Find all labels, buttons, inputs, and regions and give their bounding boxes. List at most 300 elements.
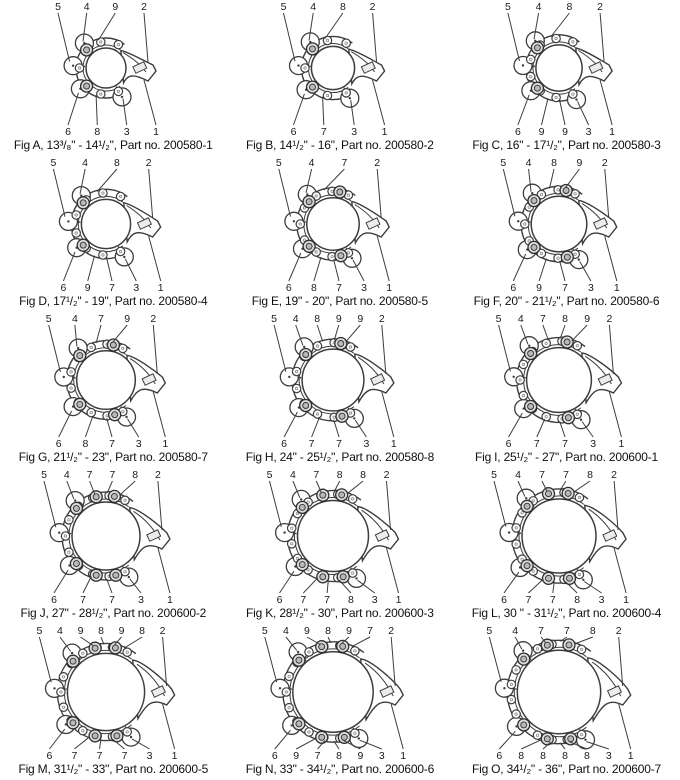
callout-number: 8 bbox=[574, 594, 581, 606]
callout-number: 9 bbox=[345, 625, 352, 637]
leader-line bbox=[518, 95, 529, 125]
bolt-head bbox=[74, 505, 80, 511]
figure-caption: Fig O, 34¹/₂" - 36", Part no. 200600-7 bbox=[471, 762, 661, 776]
pad-pivot-dot bbox=[348, 97, 350, 99]
chain-roller bbox=[552, 34, 560, 42]
leader-line bbox=[58, 13, 70, 62]
callout-number: 7 bbox=[80, 594, 87, 606]
leader-line bbox=[572, 325, 587, 341]
callout-number: 5 bbox=[55, 1, 62, 13]
chain-clamp-drawing bbox=[510, 184, 617, 268]
callout-number: 7 bbox=[308, 438, 315, 450]
pad-pivot-dot bbox=[580, 419, 582, 421]
chain-roller bbox=[87, 408, 95, 416]
bolt-head bbox=[303, 403, 309, 409]
callout-number: 3 bbox=[361, 282, 367, 294]
clamp-diagram bbox=[453, 312, 679, 450]
callout-number: 8 bbox=[590, 625, 597, 637]
chain-roller bbox=[313, 410, 321, 418]
leader-line bbox=[537, 419, 545, 437]
figure-cell-c bbox=[453, 0, 680, 156]
callout-number: 4 bbox=[515, 469, 522, 481]
chain-roller bbox=[123, 728, 131, 736]
callout-number: 6 bbox=[281, 438, 287, 450]
pad-pivot-dot bbox=[71, 652, 73, 654]
chain-roller bbox=[508, 695, 516, 703]
leader-line bbox=[494, 481, 506, 527]
callout-number: 4 bbox=[292, 313, 299, 325]
leader-line bbox=[284, 412, 297, 437]
pipe-circle bbox=[522, 499, 596, 573]
callout-number: 3 bbox=[588, 282, 595, 294]
bolt-head bbox=[338, 253, 344, 259]
callout-number: 3 bbox=[378, 750, 385, 762]
callout-number: 7 bbox=[540, 313, 547, 325]
chain-clamp-drawing bbox=[285, 185, 389, 267]
callout-number: 7 bbox=[300, 594, 307, 606]
callout-number: 3 bbox=[371, 594, 378, 606]
callout-number: 3 bbox=[351, 126, 358, 138]
callout-number: 9 bbox=[293, 750, 300, 762]
pad-pivot-dot bbox=[77, 347, 79, 349]
callout-number: 6 bbox=[60, 282, 67, 294]
leader-line bbox=[158, 548, 170, 593]
callout-number: 9 bbox=[539, 126, 545, 138]
chain-roller bbox=[576, 570, 584, 578]
leader-line bbox=[154, 325, 158, 374]
callout-number: 9 bbox=[112, 1, 119, 13]
leader-line bbox=[490, 637, 502, 682]
leader-line bbox=[542, 98, 549, 125]
callout-number: 8 bbox=[139, 625, 146, 637]
chain-roller bbox=[342, 39, 350, 47]
figure-caption: Fig N, 33" - 34¹/₂", Part no. 200600-6 bbox=[245, 762, 435, 776]
bolt-head bbox=[320, 574, 326, 580]
pad-pivot-dot bbox=[357, 737, 359, 739]
chain-roller bbox=[578, 645, 586, 653]
bolt-head bbox=[84, 47, 90, 53]
callout-number: 2 bbox=[616, 625, 623, 637]
chain-roller bbox=[527, 55, 535, 63]
callout-number: 3 bbox=[606, 750, 613, 762]
callout-number: 1 bbox=[153, 126, 160, 138]
pad-pivot-dot bbox=[123, 256, 125, 258]
figure-cell-i bbox=[453, 312, 680, 468]
callout-number: 5 bbox=[261, 625, 268, 637]
callout-number: 4 bbox=[289, 469, 296, 481]
chain-roller bbox=[351, 647, 359, 655]
chain-roller bbox=[542, 413, 550, 421]
callout-number: 6 bbox=[506, 438, 513, 450]
chain-clamp-drawing bbox=[271, 640, 403, 747]
leader-line bbox=[54, 570, 68, 593]
bolt-head bbox=[340, 643, 346, 649]
pipe-circle bbox=[68, 653, 145, 730]
figure-cell-m bbox=[0, 624, 227, 780]
callout-number: 4 bbox=[64, 469, 71, 481]
figure-cell-d bbox=[0, 156, 227, 312]
callout-number: 2 bbox=[369, 1, 376, 13]
callout-number: 5 bbox=[505, 1, 512, 13]
pad-pivot-dot bbox=[288, 376, 290, 378]
callout-number: 9 bbox=[85, 282, 91, 294]
pipe-circle bbox=[536, 45, 582, 91]
callout-number: 1 bbox=[628, 750, 635, 762]
callout-number: 7 bbox=[96, 750, 103, 762]
leader-line bbox=[372, 80, 384, 125]
chain-clamp-drawing bbox=[496, 639, 631, 749]
chain-roller bbox=[516, 376, 524, 384]
pad-pivot-dot bbox=[54, 687, 56, 689]
bolt-head bbox=[531, 244, 537, 250]
chain-roller bbox=[342, 89, 350, 97]
pad-pivot-dot bbox=[522, 650, 524, 652]
chain-roller bbox=[67, 384, 75, 392]
callout-number: 5 bbox=[280, 1, 287, 13]
leader-line bbox=[377, 236, 389, 281]
bolt-head bbox=[113, 572, 119, 578]
bolt-head bbox=[74, 561, 80, 567]
chain-roller bbox=[123, 648, 131, 656]
leader-line bbox=[54, 169, 66, 217]
callout-number: 7 bbox=[109, 438, 116, 450]
callout-number: 7 bbox=[313, 469, 320, 481]
bolt-head bbox=[112, 412, 118, 418]
callout-number: 8 bbox=[82, 438, 89, 450]
bolt-head bbox=[566, 415, 572, 421]
pipe-circle bbox=[86, 48, 126, 88]
bolt-head bbox=[546, 575, 552, 581]
pipe-circle bbox=[72, 502, 140, 570]
leader-line bbox=[64, 252, 76, 281]
chain-roller bbox=[348, 495, 356, 503]
bolt-head bbox=[521, 656, 527, 662]
callout-number: 8 bbox=[314, 313, 321, 325]
bolt-head bbox=[299, 562, 305, 568]
leader-line bbox=[605, 236, 617, 281]
chain-roller bbox=[117, 192, 125, 200]
leader-line bbox=[311, 417, 319, 437]
callout-number: 9 bbox=[562, 126, 569, 138]
pad-pivot-dot bbox=[525, 497, 527, 499]
leader-line bbox=[274, 325, 286, 372]
callout-number: 7 bbox=[538, 625, 545, 637]
chain-roller bbox=[527, 72, 535, 80]
pipe-circle bbox=[297, 501, 368, 572]
pad-pivot-dot bbox=[279, 687, 281, 689]
callout-number: 8 bbox=[562, 750, 569, 762]
bolt-head bbox=[306, 199, 312, 205]
callout-number: 7 bbox=[367, 625, 373, 637]
bolt-head bbox=[320, 492, 326, 498]
callout-number: 7 bbox=[564, 625, 571, 637]
callout-number: 4 bbox=[82, 157, 89, 169]
chain-roller bbox=[97, 90, 105, 98]
bolt-head bbox=[80, 242, 86, 248]
callout-number: 9 bbox=[303, 625, 310, 637]
pipe-circle bbox=[302, 349, 364, 411]
clamp-diagram bbox=[453, 624, 679, 762]
callout-number: 4 bbox=[536, 1, 543, 13]
leader-line bbox=[265, 637, 277, 682]
leader-line bbox=[514, 254, 526, 281]
callout-number: 7 bbox=[534, 438, 541, 450]
figure-cell-a bbox=[0, 0, 227, 156]
callout-number: 2 bbox=[388, 625, 395, 637]
leader-line bbox=[499, 325, 511, 371]
leader-line bbox=[40, 637, 52, 682]
chain-roller bbox=[285, 672, 293, 680]
callout-number: 6 bbox=[515, 126, 522, 138]
pad-pivot-dot bbox=[578, 258, 580, 260]
leader-line bbox=[509, 413, 523, 437]
callout-number: 6 bbox=[496, 750, 503, 762]
callout-number: 7 bbox=[71, 750, 78, 762]
leader-line bbox=[293, 94, 304, 125]
bolt-head bbox=[528, 404, 534, 410]
leader-line bbox=[382, 392, 394, 437]
chain-roller bbox=[287, 524, 295, 532]
chain-roller bbox=[76, 64, 84, 72]
chain-roller bbox=[99, 251, 107, 259]
leader-line bbox=[96, 325, 101, 343]
clamp-diagram bbox=[0, 624, 226, 762]
pad-pivot-dot bbox=[63, 376, 65, 378]
callout-number: 8 bbox=[566, 1, 573, 13]
pad-pivot-dot bbox=[351, 257, 353, 259]
leader-line bbox=[307, 637, 320, 645]
leader-line bbox=[163, 704, 175, 749]
pipe-circle bbox=[293, 652, 373, 732]
callout-number: 3 bbox=[136, 438, 142, 450]
chain-roller bbox=[114, 87, 122, 95]
leader-line bbox=[296, 738, 316, 749]
chain-roller bbox=[65, 516, 73, 524]
callout-number: 5 bbox=[50, 157, 57, 169]
leader-line bbox=[81, 637, 94, 646]
figure-caption: Fig C, 16" - 17¹/₂", Part no. 200580-3 bbox=[472, 138, 661, 152]
callout-number: 9 bbox=[576, 157, 583, 169]
leader-line bbox=[610, 392, 622, 437]
chain-roller bbox=[301, 64, 309, 72]
bolt-head bbox=[340, 574, 346, 580]
pipe-circle bbox=[77, 351, 136, 410]
callout-number: 8 bbox=[551, 157, 558, 169]
leader-line bbox=[508, 13, 520, 61]
callout-number: 6 bbox=[290, 126, 297, 138]
chain-roller bbox=[512, 524, 520, 532]
leader-line bbox=[107, 258, 112, 281]
leader-line bbox=[504, 572, 519, 593]
leader-line bbox=[553, 582, 554, 593]
callout-number: 5 bbox=[275, 157, 282, 169]
callout-number: 7 bbox=[324, 594, 330, 606]
leader-line bbox=[49, 325, 61, 372]
callout-number: 7 bbox=[539, 469, 546, 481]
callout-number: 3 bbox=[586, 126, 593, 138]
leader-line bbox=[345, 325, 360, 342]
callout-number: 8 bbox=[94, 126, 101, 138]
callout-number: 6 bbox=[56, 438, 62, 450]
callout-number: 4 bbox=[84, 1, 90, 13]
leader-line bbox=[325, 13, 343, 39]
pad-pivot-dot bbox=[300, 498, 302, 500]
leader-line bbox=[149, 236, 161, 281]
callout-number: 3 bbox=[599, 594, 606, 606]
bolt-head bbox=[299, 504, 305, 510]
leader-line bbox=[560, 100, 565, 125]
callout-number: 1 bbox=[386, 282, 393, 294]
callout-number: 2 bbox=[159, 625, 166, 637]
leader-line bbox=[601, 13, 605, 62]
bolt-head bbox=[296, 721, 302, 727]
callout-number: 2 bbox=[155, 469, 162, 481]
chain-clamp-drawing bbox=[46, 642, 175, 746]
chain-roller bbox=[121, 496, 129, 504]
chain-roller bbox=[57, 688, 65, 696]
callout-number: 8 bbox=[360, 469, 366, 481]
chain-roller bbox=[99, 189, 107, 197]
chain-clamp-drawing bbox=[280, 338, 394, 428]
leader-line bbox=[605, 169, 609, 218]
figure-cell-j bbox=[0, 468, 227, 624]
callout-number: 7 bbox=[562, 282, 569, 294]
callout-number: 6 bbox=[46, 750, 53, 762]
callout-number: 2 bbox=[150, 313, 157, 325]
callout-number: 4 bbox=[526, 157, 533, 169]
leader-line bbox=[382, 325, 386, 374]
clamp-diagram bbox=[0, 156, 226, 294]
bolt-head bbox=[296, 657, 302, 663]
leader-line bbox=[86, 416, 94, 437]
bolt-head bbox=[525, 503, 531, 509]
clamp-diagram bbox=[227, 312, 453, 450]
bolt-head bbox=[70, 658, 76, 664]
bolt-head bbox=[80, 200, 86, 206]
leader-line bbox=[550, 169, 555, 189]
leader-line bbox=[163, 637, 167, 686]
clamp-diagram bbox=[227, 156, 453, 294]
callout-number: 9 bbox=[124, 313, 131, 325]
callout-number: 7 bbox=[335, 438, 342, 450]
chain-roller bbox=[72, 211, 80, 219]
chain-roller bbox=[65, 548, 73, 556]
chain-roller bbox=[534, 645, 542, 653]
callout-number: 5 bbox=[500, 157, 507, 169]
bolt-head bbox=[535, 45, 541, 51]
callout-number: 1 bbox=[158, 282, 164, 294]
callout-number: 5 bbox=[266, 469, 273, 481]
figure-caption: Fig J, 27" - 28¹/₂", Part no. 200600-2 bbox=[20, 606, 207, 620]
chain-roller bbox=[512, 710, 520, 718]
leader-line bbox=[59, 411, 72, 437]
leader-line bbox=[283, 13, 295, 61]
bolt-head bbox=[114, 733, 120, 739]
clamp-diagram bbox=[453, 156, 679, 294]
callout-number: 5 bbox=[496, 313, 503, 325]
leader-line bbox=[314, 257, 321, 281]
callout-number: 8 bbox=[584, 750, 591, 762]
callout-number: 8 bbox=[132, 469, 139, 481]
callout-number: 8 bbox=[540, 750, 547, 762]
leader-line bbox=[154, 392, 166, 437]
leader-line bbox=[610, 325, 614, 374]
leader-line bbox=[322, 97, 323, 125]
bolt-head bbox=[337, 189, 343, 195]
pad-pivot-dot bbox=[522, 64, 524, 66]
leader-line bbox=[575, 637, 593, 644]
figure-cell-f bbox=[453, 156, 680, 312]
chain-roller bbox=[97, 38, 105, 46]
callout-number: 1 bbox=[400, 750, 407, 762]
chain-roller bbox=[578, 730, 586, 738]
callout-number: 1 bbox=[618, 438, 625, 450]
callout-number: 5 bbox=[271, 313, 277, 325]
callout-number: 7 bbox=[320, 126, 327, 138]
callout-number: 6 bbox=[276, 594, 283, 606]
pad-pivot-dot bbox=[121, 96, 123, 98]
leader-line bbox=[98, 169, 118, 192]
callout-number: 1 bbox=[381, 126, 388, 138]
figure-caption: Fig M, 31¹/₂" - 33", Part no. 200600-5 bbox=[18, 762, 209, 776]
figure-cell-o bbox=[453, 624, 680, 780]
figure-caption: Fig B, 14¹/₂" - 16", Part no. 200580-2 bbox=[246, 138, 434, 152]
bolt-head bbox=[565, 339, 571, 345]
callout-number: 3 bbox=[590, 438, 597, 450]
chain-roller bbox=[79, 727, 87, 735]
callout-number: 2 bbox=[146, 157, 152, 169]
callout-number: 8 bbox=[587, 469, 594, 481]
callout-number: 5 bbox=[41, 469, 48, 481]
chain-roller bbox=[323, 36, 331, 44]
clamp-diagram bbox=[0, 0, 226, 138]
leader-line bbox=[601, 80, 613, 125]
chain-roller bbox=[287, 540, 295, 548]
leader-line bbox=[144, 80, 156, 125]
bolt-head bbox=[545, 736, 551, 742]
callout-number: 2 bbox=[383, 469, 390, 481]
bolt-head bbox=[525, 563, 531, 569]
callout-number: 4 bbox=[310, 1, 317, 13]
chain-roller bbox=[520, 360, 528, 368]
pad-pivot-dot bbox=[74, 499, 76, 501]
figure-caption: Fig K, 28¹/₂" - 30", Part no. 200600-3 bbox=[246, 606, 434, 620]
bolt-head bbox=[113, 645, 119, 651]
bolt-head bbox=[93, 494, 99, 500]
clamp-diagram bbox=[227, 624, 453, 762]
chain-clamp-drawing bbox=[50, 490, 170, 586]
pad-pivot-dot bbox=[508, 531, 510, 533]
figure-caption: Fig H, 24" - 25¹/₂", Part no. 200580-8 bbox=[245, 450, 435, 464]
bolt-head bbox=[112, 493, 118, 499]
callout-number: 4 bbox=[72, 313, 79, 325]
leader-line bbox=[522, 740, 543, 749]
chain-roller bbox=[512, 666, 520, 674]
bolt-head bbox=[567, 575, 573, 581]
bolt-head bbox=[84, 83, 90, 89]
leader-line bbox=[68, 93, 79, 125]
chain-clamp-drawing bbox=[505, 336, 622, 429]
pipe-circle bbox=[532, 196, 588, 252]
figure-caption: Fig D, 17¹/₂" - 19", Part no. 200580-4 bbox=[19, 294, 208, 308]
chain-roller bbox=[62, 532, 70, 540]
leader-line bbox=[334, 420, 339, 437]
bolt-head bbox=[545, 642, 551, 648]
callout-number: 3 bbox=[133, 282, 140, 294]
chain-roller bbox=[569, 38, 577, 46]
leader-line bbox=[279, 169, 291, 217]
callout-number: 6 bbox=[285, 282, 292, 294]
